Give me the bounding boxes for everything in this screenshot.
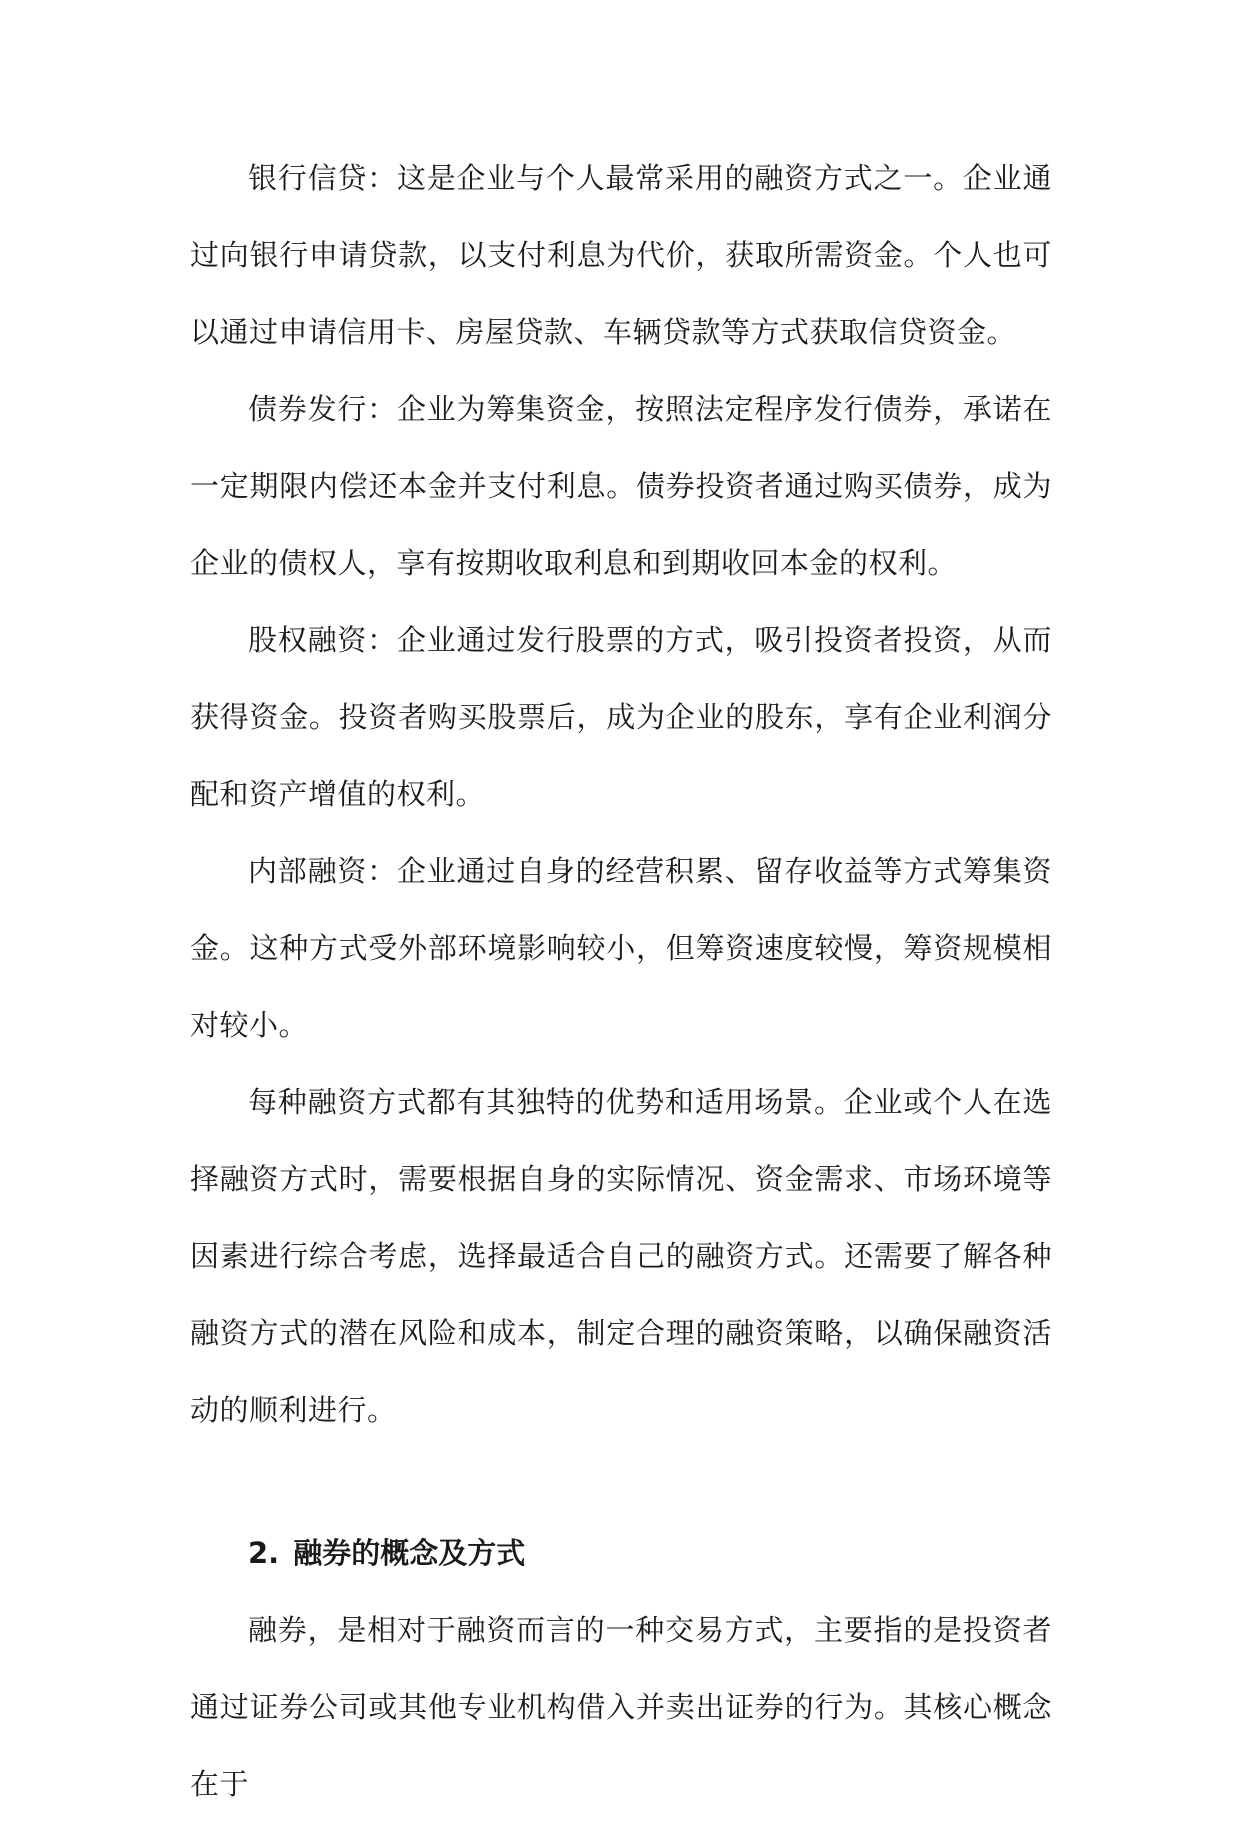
section-title: 融券的概念及方式: [293, 1536, 526, 1570]
paragraph-equity-financing: 股权融资：企业通过发行股票的方式，吸引投资者投资，从而获得资金。投资者购买股票后，成为企业的股东，享有企业利润分配和资产增值的权利。: [190, 623, 1052, 811]
paragraph-bank-credit: 银行信贷：这是企业与个人最常采用的融资方式之一。企业通过向银行申请贷款，以支付利息为代价，获取所需资金。个人也可以通过申请信用卡、房屋贷款、车辆贷款等方式获取信贷资金。: [190, 161, 1052, 349]
section-heading: [190, 1515, 1052, 1592]
paragraph-bond-issuance: 债券发行：企业为筹集资金，按照法定程序发行债券，承诺在一定期限内偿还本金并支付利息。债券投资者通过购买债券，成为企业的债权人，享有按期收取利息和到期收回本金的权利。: [190, 392, 1052, 580]
paragraph-summary: 每种融资方式都有其独特的优势和适用场景。企业或个人在选择融资方式时，需要根据自身的实际情况、资金需求、市场环境等因素进行综合考虑，选择最适合自己的融资方式。还需要了解各种融资方式的潜在风险和成本，制定合理的融资策略，以确保融资活动的顺利进行。: [190, 1085, 1052, 1427]
paragraph-internal-financing: 内部融资：企业通过自身的经营积累、留存收益等方式筹集资金。这种方式受外部环境影响较小，但筹资速度较慢，筹资规模相对较小。: [190, 854, 1052, 1042]
section-number: 2.: [248, 1536, 280, 1570]
document-page: [190, 140, 1052, 1823]
paragraph-securities-lending: 融券，是相对于融资而言的一种交易方式，主要指的是投资者通过证券公司或其他专业机构借入并卖出证券的行为。其核心概念在于: [190, 1613, 1052, 1801]
